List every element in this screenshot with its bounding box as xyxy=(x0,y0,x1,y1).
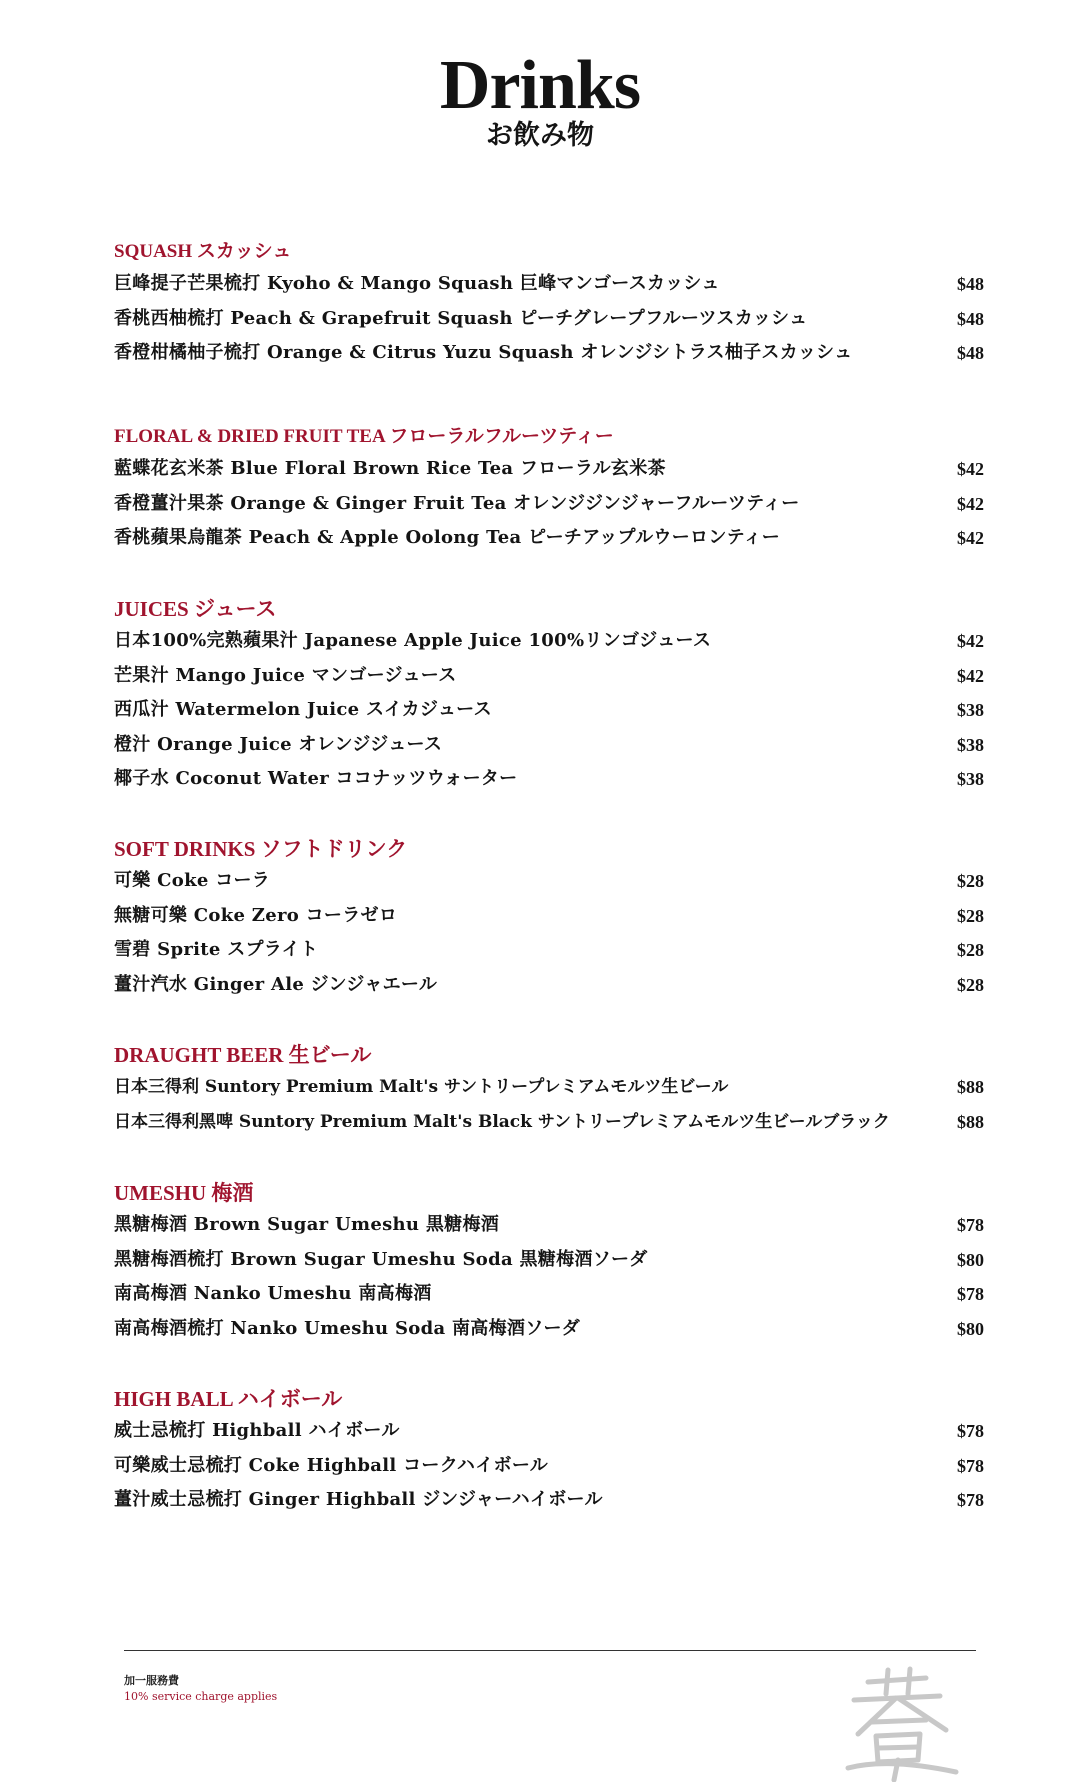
item-name: 香橙薑汁果茶 Orange & Ginger Fruit Tea オレンジジンジャーフルーツティー xyxy=(114,492,800,514)
item-price: $42 xyxy=(957,631,984,651)
menu-item xyxy=(114,624,984,659)
item-name: 西瓜汁 Watermelon Juice スイカジュース xyxy=(114,699,492,720)
item-name: 雪碧 Sprite スプライト xyxy=(114,939,319,960)
item-price: $78 xyxy=(957,1455,984,1476)
menu-item xyxy=(114,899,984,934)
item-price: $42 xyxy=(957,665,984,686)
section-title: SQUASH スカッシュ xyxy=(114,241,292,262)
section-umeshu xyxy=(114,1178,984,1346)
item-name: 巨峰提子芒果梳打 Kyoho & Mango Squash 巨峰マンゴースカッシュ xyxy=(114,273,720,294)
page-title: Drinks xyxy=(439,47,641,124)
section-title: DRAUGHT BEER 生ビール xyxy=(114,1043,372,1067)
item-name: 香桃蘋果烏龍茶 Peach & Apple Oolong Tea ピーチアップルウーロンティー xyxy=(114,527,781,548)
item-name: 可樂威士忌梳打 Coke Highball コークハイボール xyxy=(114,1454,549,1476)
menu-item xyxy=(114,452,984,487)
section-juices xyxy=(114,594,984,797)
item-price: $42 xyxy=(957,493,984,514)
item-name: 橙汁 Orange Juice オレンジジュース xyxy=(114,733,443,755)
menu-item xyxy=(114,1449,984,1484)
item-price: $88 xyxy=(957,1077,984,1097)
section-title: FLORAL & DRIED FRUIT TEA フローラルフルーツティー xyxy=(114,426,614,447)
menu-item xyxy=(114,267,984,302)
section-draught-beer xyxy=(114,1040,984,1139)
item-name: 薑汁汽水 Ginger Ale ジンジャエール xyxy=(114,973,438,995)
menu-item xyxy=(114,1483,984,1518)
menu-item xyxy=(114,1277,984,1312)
section-squash xyxy=(114,237,984,371)
section-title: UMESHU 梅酒 xyxy=(114,1181,254,1205)
item-price: $38 xyxy=(957,769,984,789)
section-floral-tea xyxy=(114,422,984,556)
brand-logo-icon xyxy=(828,1664,968,1782)
menu-item xyxy=(114,728,984,763)
item-name: 威士忌梳打 Highball ハイボール xyxy=(114,1420,400,1441)
menu-item xyxy=(114,693,984,728)
item-name: 黑糖梅酒梳打 Brown Sugar Umeshu Soda 黒糖梅酒ソーダ xyxy=(114,1248,648,1270)
item-name: 香橙柑橘柚子梳打 Orange & Citrus Yuzu Squash オレンジシトラス柚子スカッシュ xyxy=(114,342,853,363)
item-price: $78 xyxy=(957,1215,984,1235)
section-soft-drinks xyxy=(114,834,984,1002)
menu-item xyxy=(114,762,984,797)
item-name: 南高梅酒梳打 Nanko Umeshu Soda 南高梅酒ソーダ xyxy=(114,1317,581,1339)
item-price: $28 xyxy=(957,871,984,891)
item-name: 無糖可樂 Coke Zero コーラゼロ xyxy=(114,904,398,926)
menu-header xyxy=(0,48,1080,154)
item-name: 椰子水 Coconut Water ココナッツウォーター xyxy=(114,768,518,789)
menu-item xyxy=(114,864,984,899)
menu-item xyxy=(114,302,984,337)
menu-item xyxy=(114,521,984,556)
item-price: $78 xyxy=(957,1284,984,1304)
menu-item xyxy=(114,487,984,522)
item-name: 日本100%完熟蘋果汁 Japanese Apple Juice 100%リンゴジュース xyxy=(114,630,712,651)
item-price: $48 xyxy=(957,274,984,294)
menu-item xyxy=(114,336,984,371)
item-name: 芒果汁 Mango Juice マンゴージュース xyxy=(114,664,457,686)
footer xyxy=(124,1672,277,1705)
item-price: $42 xyxy=(957,459,984,479)
item-price: $78 xyxy=(957,1421,984,1441)
item-price: $78 xyxy=(957,1490,984,1510)
item-name: 香桃西柚梳打 Peach & Grapefruit Squash ピーチグレープフルーツスカッシュ xyxy=(114,307,808,329)
service-charge-cn: 加一服務費 xyxy=(124,1674,179,1687)
item-price: $80 xyxy=(957,1249,984,1270)
menu-item xyxy=(114,1312,984,1347)
section-highball xyxy=(114,1384,984,1518)
item-price: $48 xyxy=(957,343,984,363)
item-price: $88 xyxy=(957,1111,984,1132)
item-price: $28 xyxy=(957,974,984,995)
item-name: 薑汁威士忌梳打 Ginger Highball ジンジャーハイボール xyxy=(114,1489,603,1510)
item-price: $38 xyxy=(957,700,984,720)
menu-item xyxy=(114,1070,984,1105)
item-price: $28 xyxy=(957,940,984,960)
service-charge-en: 10% service charge applies xyxy=(124,1690,278,1703)
item-name: 可樂 Coke コーラ xyxy=(114,870,271,891)
menu-item xyxy=(114,1243,984,1278)
menu-item xyxy=(114,968,984,1003)
section-title: HIGH BALL ハイボール xyxy=(114,1387,343,1411)
item-price: $38 xyxy=(957,734,984,755)
section-title: JUICES ジュース xyxy=(114,597,277,621)
item-price: $42 xyxy=(957,528,984,548)
item-price: $48 xyxy=(957,308,984,329)
item-name: 藍蝶花玄米茶 Blue Floral Brown Rice Tea フローラル玄米茶 xyxy=(114,458,666,479)
item-price: $80 xyxy=(957,1318,984,1339)
menu-item xyxy=(114,1105,984,1140)
item-name: 日本三得利 Suntory Premium Malt's サントリープレミアムモルツ生ビール xyxy=(114,1077,729,1097)
footer-divider xyxy=(124,1650,976,1651)
menu-item xyxy=(114,933,984,968)
item-price: $28 xyxy=(957,905,984,926)
menu-item xyxy=(114,1414,984,1449)
item-name: 南高梅酒 Nanko Umeshu 南高梅酒 xyxy=(114,1283,432,1304)
menu-item xyxy=(114,659,984,694)
page-subtitle: お飲み物 xyxy=(486,120,594,151)
menu-item xyxy=(114,1208,984,1243)
item-name: 黑糖梅酒 Brown Sugar Umeshu 黒糖梅酒 xyxy=(114,1214,500,1235)
section-title: SOFT DRINKS ソフトドリンク xyxy=(114,837,408,861)
item-name: 日本三得利黑啤 Suntory Premium Malt's Black サントリープレミアムモルツ生ビールブラック xyxy=(114,1111,890,1132)
